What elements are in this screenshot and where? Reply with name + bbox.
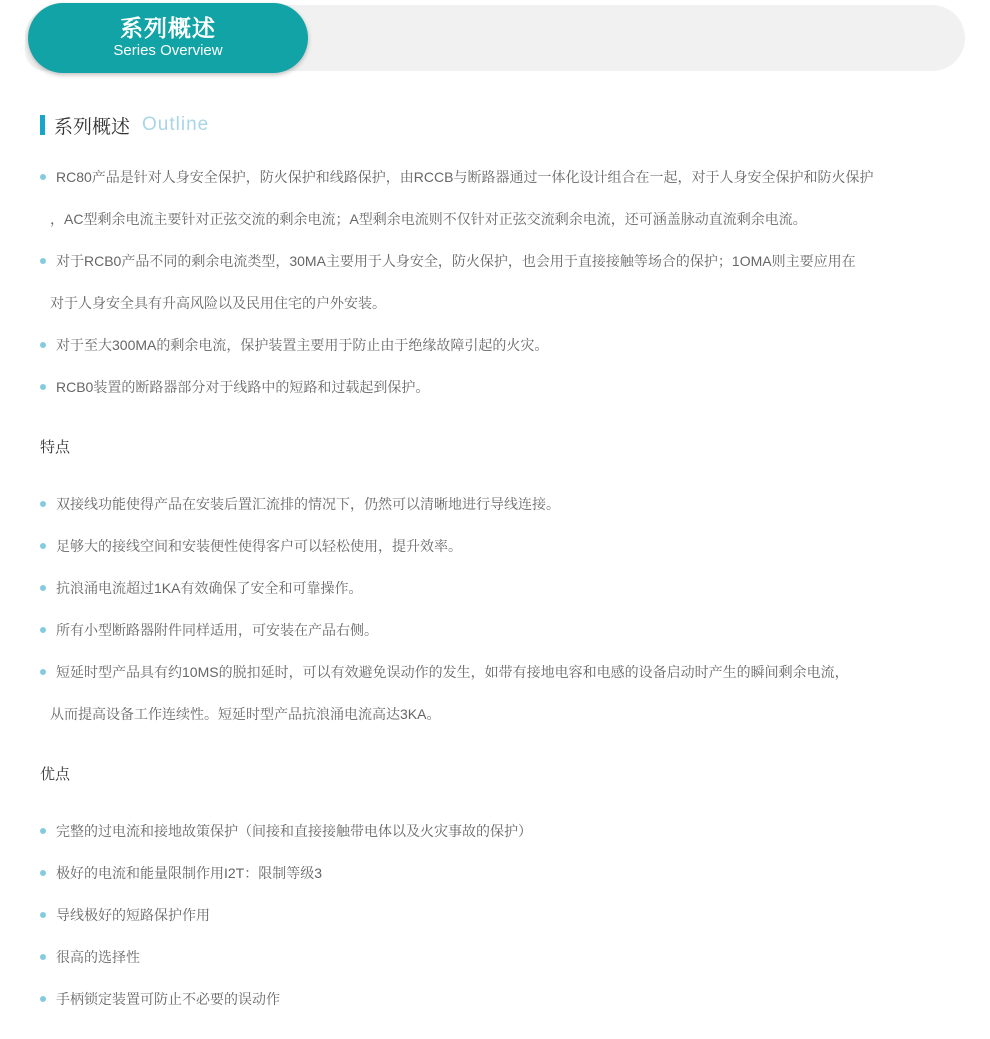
bullet-icon bbox=[40, 954, 46, 960]
bullet-icon bbox=[40, 828, 46, 834]
bullet-text: 极好的电流和能量限制作用I2T：限制等级3 bbox=[56, 865, 323, 881]
bullet-text: 从而提高设备工作连续性。短延时型产品抗浪涌电流高达3KA。 bbox=[50, 706, 441, 722]
list-item bbox=[40, 240, 950, 324]
list-item bbox=[40, 936, 950, 978]
bullet-text: 短延时型产品具有约10MS的脱扣延时，可以有效避免误动作的发生，如带有接地电容和电感的设备启动时产生的瞬间剩余电流， bbox=[56, 664, 849, 680]
series-overview-tab[interactable] bbox=[28, 3, 308, 73]
bullet-icon bbox=[40, 258, 46, 264]
section-title-zh: 系列概述 bbox=[54, 116, 131, 138]
bullet-icon bbox=[40, 543, 46, 549]
bullet-text: 导线极好的短路保护作用 bbox=[56, 907, 210, 923]
accent-bar-icon bbox=[40, 115, 45, 135]
list-item bbox=[40, 567, 950, 609]
overview-list bbox=[40, 156, 950, 408]
bullet-text: 抗浪涌电流超过1KA有效确保了安全和可靠操作。 bbox=[56, 580, 363, 596]
features-list bbox=[40, 483, 950, 735]
advantages-heading: 优点 bbox=[40, 765, 71, 783]
bullet-text: 很高的选择性 bbox=[56, 949, 140, 965]
bullet-text: 所有小型断路器附件同样适用，可安装在产品右侧。 bbox=[56, 622, 378, 638]
features-heading: 特点 bbox=[40, 438, 71, 456]
list-item bbox=[40, 525, 950, 567]
bullet-text: 对于至大300MA的剩余电流，保护装置主要用于防止由于绝缘故障引起的火灾。 bbox=[56, 337, 549, 353]
bullet-text: 手柄锁定装置可防止不必要的误动作 bbox=[56, 991, 280, 1007]
bullet-text: ，AC型剩余电流主要针对正弦交流的剩余电流；A型剩余电流则不仅针对正弦交流剩余电流，还可涵盖脉动直流剩余电流。 bbox=[50, 211, 807, 227]
list-item bbox=[40, 324, 950, 366]
list-item bbox=[40, 366, 950, 408]
list-item bbox=[40, 609, 950, 651]
bullet-icon bbox=[40, 501, 46, 507]
bullet-icon bbox=[40, 174, 46, 180]
bullet-text: 双接线功能使得产品在安装后置汇流排的情况下，仍然可以清晰地进行导线连接。 bbox=[56, 496, 560, 512]
list-item bbox=[40, 978, 950, 1020]
bullet-icon bbox=[40, 912, 46, 918]
bullet-icon bbox=[40, 585, 46, 591]
section-title-en: Outline bbox=[142, 114, 210, 135]
bullet-text: 对于RCB0产品不同的剩余电流类型，30MA主要用于人身安全，防火保护，也会用于直接接触等场合的保护；1OMA则主要应用在 bbox=[56, 253, 856, 269]
tab-title-zh: 系列概述 bbox=[120, 15, 216, 42]
bullet-icon bbox=[40, 870, 46, 876]
section-heading bbox=[40, 110, 950, 140]
main-content bbox=[40, 110, 950, 1020]
bullet-icon bbox=[40, 627, 46, 633]
bullet-text: 对于人身安全具有升高风险以及民用住宅的户外安装。 bbox=[50, 295, 386, 311]
list-item bbox=[40, 651, 950, 735]
bullet-icon bbox=[40, 669, 46, 675]
list-item bbox=[40, 894, 950, 936]
advantages-list bbox=[40, 810, 950, 1020]
bullet-icon bbox=[40, 996, 46, 1002]
list-item bbox=[40, 483, 950, 525]
bullet-icon bbox=[40, 342, 46, 348]
bullet-text: RC80产品是针对人身安全保护，防火保护和线路保护，由RCCB与断路器通过一体化设计组合在一起，对于人身安全保护和防火保护 bbox=[56, 169, 874, 185]
list-item bbox=[40, 852, 950, 894]
bullet-text: 完整的过电流和接地故策保护（间接和直接接触带电体以及火灾事故的保护） bbox=[56, 823, 532, 839]
tab-title-en: Series Overview bbox=[113, 41, 223, 59]
bullet-text: RCB0装置的断路器部分对于线路中的短路和过载起到保护。 bbox=[56, 379, 430, 395]
bullet-text: 足够大的接线空间和安装便性使得客户可以轻松使用，提升效率。 bbox=[56, 538, 462, 554]
bullet-icon bbox=[40, 384, 46, 390]
list-item bbox=[40, 156, 950, 240]
list-item bbox=[40, 810, 950, 852]
header-band bbox=[25, 5, 965, 71]
